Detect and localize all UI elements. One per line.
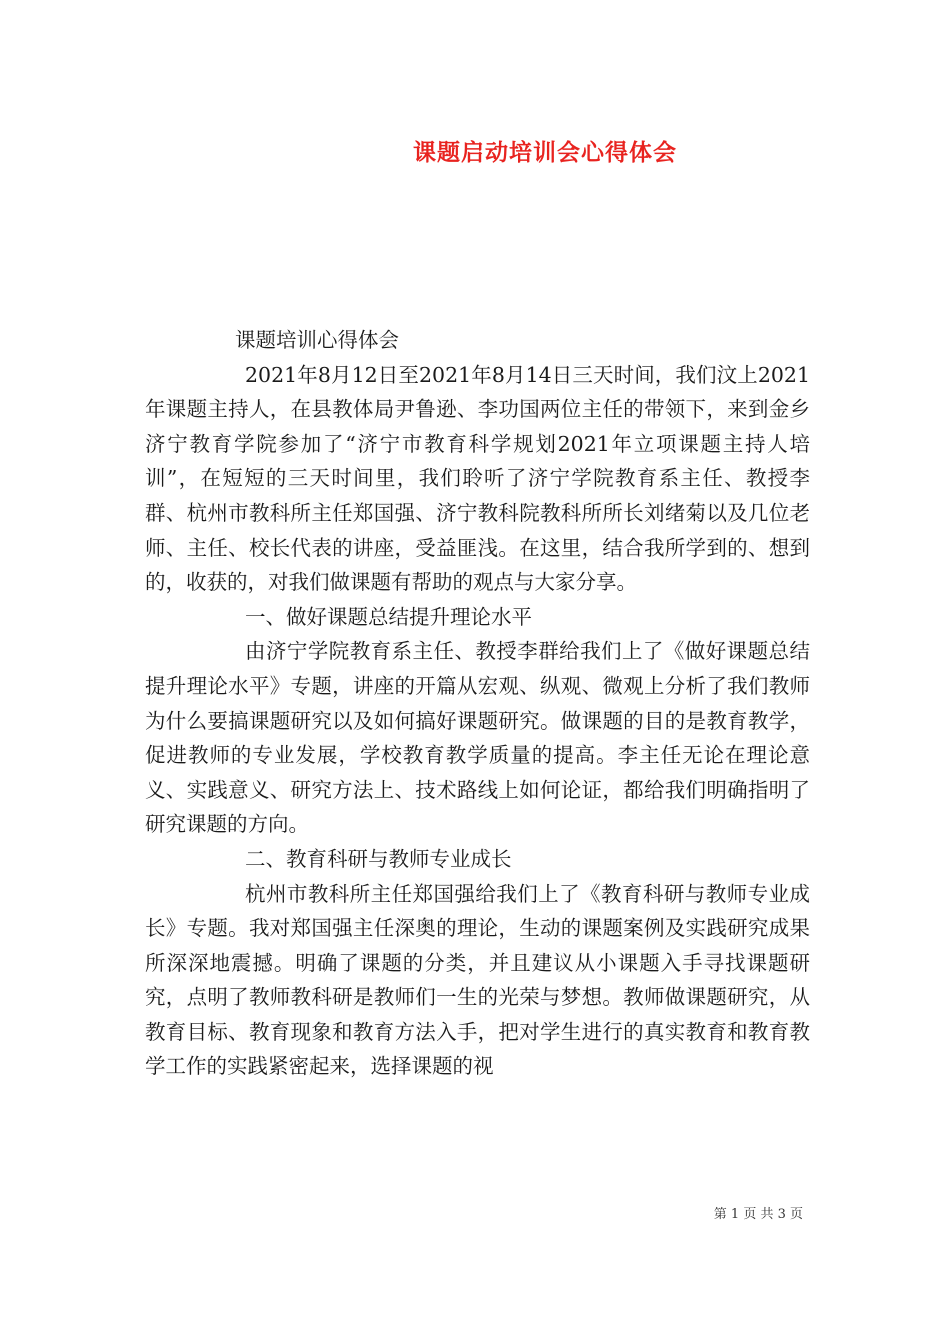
section-2-paragraph: 杭州市教科所主任郑国强给我们上了《教育科研与教师专业成长》专题。我对郑国强主任深奥的理论，生动的课题案例及实践研究成果所深深地震撼。明确了课题的分类，并且建议从小课题入手寻找课题研究，点明了教师教科研是教师们一生的光荣与梦想。教师做课题研究，从教育目标、教育现象和教育方法入手，把对学生进行的真实教育和教育教学工作的实践紧密起来，选择课题的视 xyxy=(145,881,810,1079)
page-number: 第 1 页 共 3 页 xyxy=(713,1207,803,1222)
subtitle-paragraph: 课题培训心得体会 xyxy=(235,328,399,352)
intro-paragraph: 2021年8月12日至2021年8月14日三天时间，我们汶上2021年课题主持人，在县教体局尹鲁逊、李功国两位主任的带领下，来到金乡济宁教育学院参加了“济宁市教育科学规划2021年立项课题主持人培训”，在短短的三天时间里，我们聆听了济宁学院教育系主任、教授李群、杭州市教科所主任郑国强、济宁教科院教科所所长刘绪菊以及几位老师、主任、校长代表的讲座，受益匪浅。在这里，结合我所学到的、想到的，收获的，对我们做课题有帮助的观点与大家分享。 xyxy=(145,362,810,595)
section-1-paragraph: 由济宁学院教育系主任、教授李群给我们上了《做好课题总结提升理论水平》专题，讲座的开篇从宏观、纵观、微观上分析了我们教师为什么要搞课题研究以及如何搞好课题研究。做课题的目的是教育教学，促进教师的专业发展，学校教育教学质量的提高。李主任无论在理论意义、实践意义、研究方法上、技术路线上如何论证，都给我们明确指明了研究课题的方向。 xyxy=(145,639,810,837)
document-title: 课题启动培训会心得体会 xyxy=(413,139,677,166)
section-heading-2: 二、教育科研与教师专业成长 xyxy=(245,846,512,871)
section-heading-1: 一、做好课题总结提升理论水平 xyxy=(245,604,532,629)
document-body xyxy=(145,323,810,1084)
